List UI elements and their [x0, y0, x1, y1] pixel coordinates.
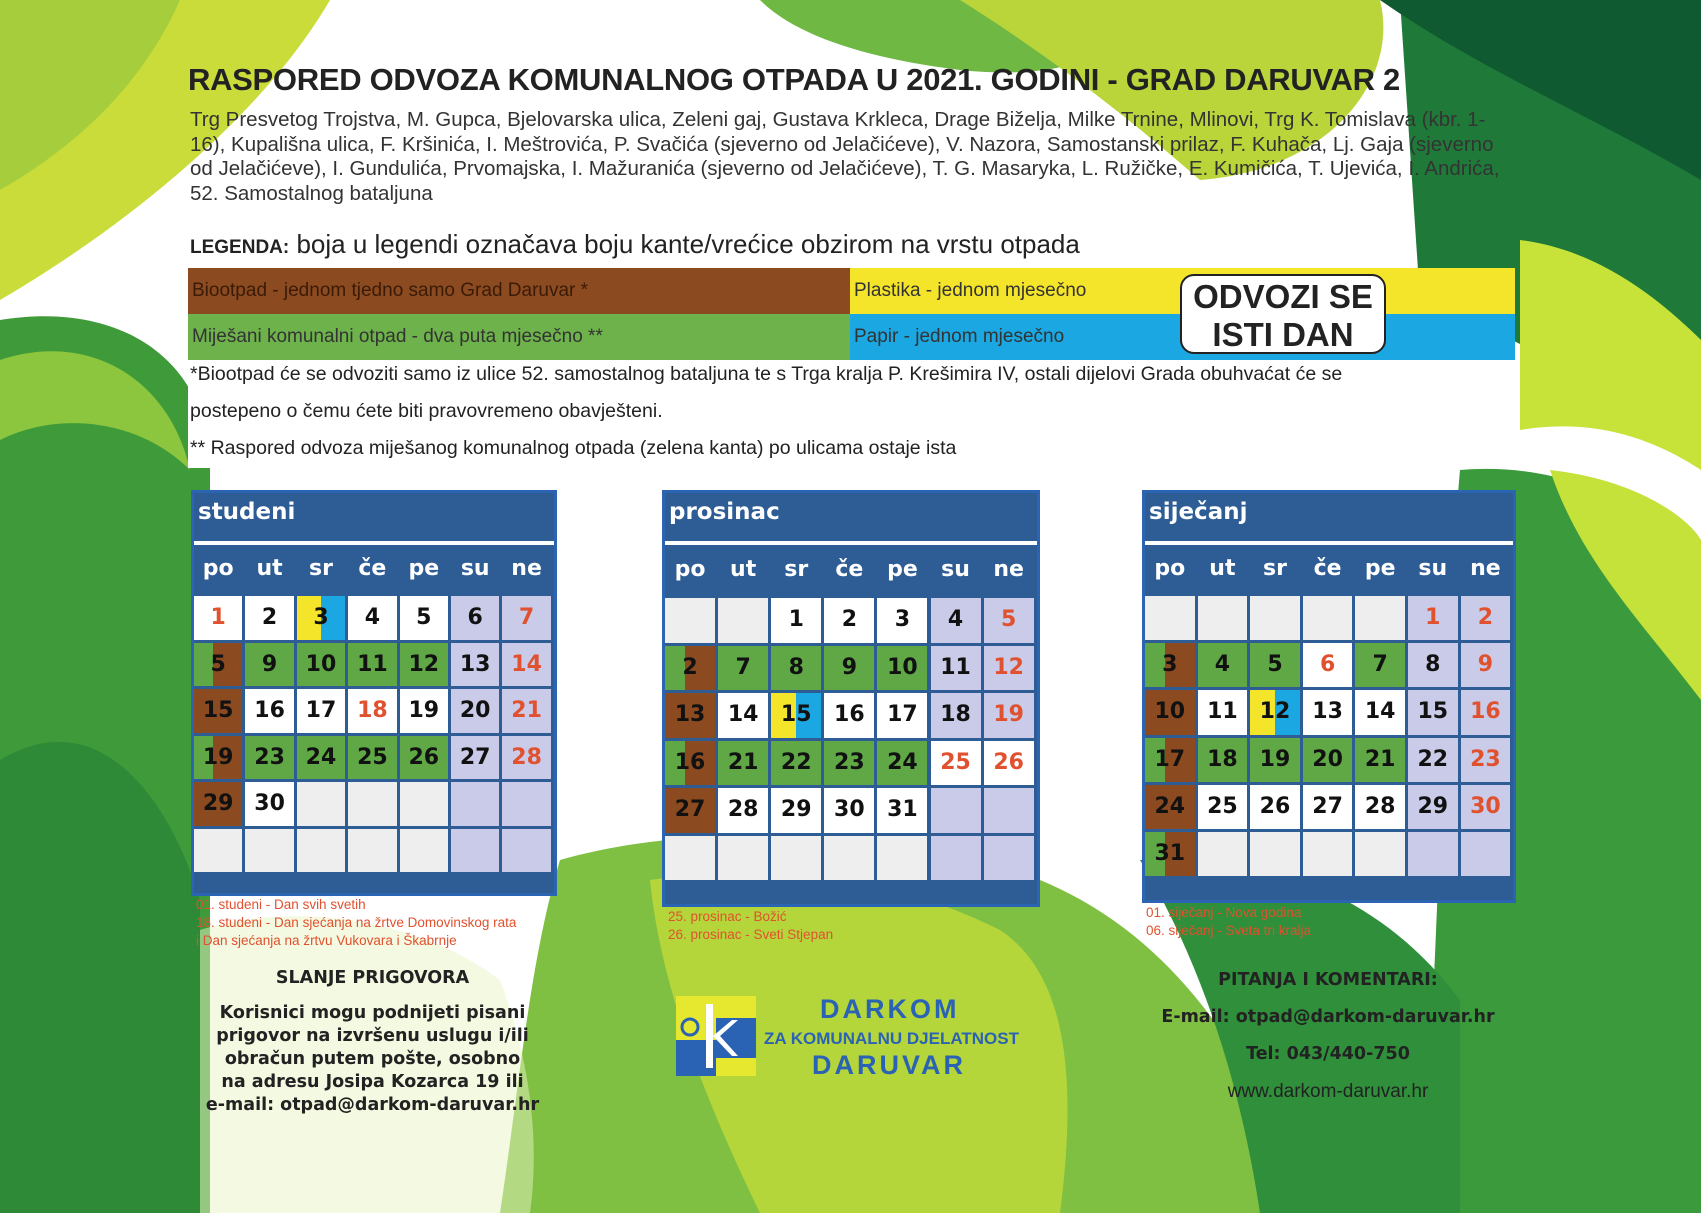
- day-cell: 12: [1250, 690, 1300, 734]
- weekday-header: če: [1313, 556, 1342, 581]
- holiday-note: 01. studeni - Dan svih svetih: [196, 897, 366, 912]
- day-cell: 12: [984, 646, 1034, 691]
- legend-description: boja u legendi označava boju kante/vrećice obzirom na vrstu otpada: [296, 229, 1080, 259]
- weekday-header: ne: [993, 557, 1024, 582]
- day-cell: 23: [245, 736, 293, 780]
- weekday-header: pe: [408, 556, 440, 581]
- day-cell: 15: [194, 689, 242, 733]
- day-cell: 27: [451, 736, 499, 780]
- questions-heading: PITANJA I KOMENTARI:: [1218, 970, 1438, 990]
- weekday-header: su: [460, 556, 490, 581]
- day-cell: 5: [194, 643, 242, 687]
- day-cell: 2: [824, 598, 874, 643]
- complaints-email: e-mail: otpad@darkom-daruvar.hr: [205, 1095, 540, 1115]
- logo-name: DARKOM: [820, 994, 960, 1024]
- month-name: studeni: [198, 499, 296, 525]
- day-cell: 7: [502, 596, 550, 640]
- calendar-sijecanj: [1142, 490, 1516, 903]
- day-cell: 28: [502, 736, 550, 780]
- page-title: RASPORED ODVOZA KOMUNALNOG OTPADA U 2021. GODINI - GRAD DARUVAR 2: [188, 62, 1400, 97]
- empty-cell: [984, 788, 1034, 833]
- day-cell: 5: [1250, 643, 1300, 687]
- same-day-badge: [1180, 274, 1386, 354]
- complaints-line: obračun putem pošte, osobno: [224, 1049, 521, 1069]
- empty-cell: [1250, 832, 1300, 876]
- weekday-header: ut: [1209, 556, 1236, 581]
- day-cell: 16: [1461, 690, 1511, 734]
- empty-cell: [194, 829, 242, 873]
- day-cell: 5: [400, 596, 448, 640]
- weekday-header: sr: [1263, 556, 1287, 581]
- day-cell: 3: [297, 596, 345, 640]
- empty-cell: [718, 598, 768, 643]
- holiday-note: 18. studeni - Dan sjećanja na žrtve Domovinskog rata: [196, 915, 517, 930]
- day-cell: 11: [1198, 690, 1248, 734]
- day-cell: 19: [1250, 738, 1300, 782]
- day-cell: 27: [665, 788, 715, 833]
- day-cell: 6: [451, 596, 499, 640]
- day-cell: 24: [297, 736, 345, 780]
- badge-line-2: ISTI DAN: [1212, 316, 1354, 353]
- day-cell: 8: [771, 646, 821, 691]
- empty-cell: [1461, 832, 1511, 876]
- logo-city: DARUVAR: [812, 1050, 966, 1080]
- day-cell: 26: [1250, 785, 1300, 829]
- day-cell: 25: [348, 736, 396, 780]
- footnote-2: postepeno o čemu ćete biti pravovremeno obavješteni.: [190, 400, 663, 422]
- day-cell: 24: [1145, 785, 1195, 829]
- questions-section: [1128, 970, 1528, 1118]
- calendar-prosinac: [662, 490, 1040, 907]
- day-cell: 29: [1408, 785, 1458, 829]
- day-cell: 17: [1145, 738, 1195, 782]
- weekday-header: ut: [730, 557, 757, 582]
- day-cell: 14: [1355, 690, 1405, 734]
- weekday-header: pe: [887, 557, 918, 582]
- day-cell: 27: [1303, 785, 1353, 829]
- day-cell: 17: [877, 693, 927, 738]
- street-list: Trg Presvetog Trojstva, M. Gupca, Bjelovarska ulica, Zeleni gaj, Gustava Krkleca, Drage Biželja, Milke Trnine, Mlinovi, Trg K. Tomislava (kbr. 1-16), Kupališna ulica, F. Kršinića, I. Meštrovića, P. Svačića (sjeverno od Jelačićeve), V. Nazora, Samostanski prilaz, F. Kuhača, Lj. Gaja (sjeverno od Jelačićeve), I. Gundulića, Prvomajska, I. Mažuranića (sjeverno od Jelačićeve), T. G. Masaryka, L. Ružičke, E. Kumičića, T. Ujevića, I. Andrića, 52. Samostalnog bataljuna: [190, 108, 1500, 205]
- day-cell: 31: [1145, 832, 1195, 876]
- empty-cell: [984, 836, 1034, 881]
- day-cell: 6: [1303, 643, 1353, 687]
- day-cell: 11: [348, 643, 396, 687]
- calendar-studeni: [191, 490, 557, 896]
- empty-cell: [1303, 832, 1353, 876]
- badge-line-1: ODVOZI SE: [1193, 278, 1373, 315]
- weekday-header: ne: [1470, 556, 1501, 581]
- day-cell: 21: [718, 741, 768, 786]
- day-cell: 16: [665, 741, 715, 786]
- empty-cell: [1198, 832, 1248, 876]
- day-cell: 2: [665, 646, 715, 691]
- day-cell: 11: [931, 646, 981, 691]
- empty-cell: [400, 829, 448, 873]
- weekday-header: ne: [511, 556, 542, 581]
- day-cell: 15: [771, 693, 821, 738]
- day-cell: 30: [245, 782, 293, 826]
- weekday-header: sr: [784, 557, 809, 582]
- day-cell: 23: [824, 741, 874, 786]
- empty-cell: [297, 829, 345, 873]
- day-cell: 25: [931, 741, 981, 786]
- day-cell: 19: [400, 689, 448, 733]
- weekday-header: su: [941, 557, 970, 582]
- day-cell: 2: [1461, 596, 1511, 640]
- day-cell: 18: [1198, 738, 1248, 782]
- day-cell: 4: [348, 596, 396, 640]
- complaints-line: Korisnici mogu podnijeti pisani: [219, 1003, 526, 1023]
- day-cell: 5: [984, 598, 1034, 643]
- day-cell: 4: [931, 598, 981, 643]
- complaints-section: [180, 968, 565, 1117]
- day-cell: 23: [1461, 738, 1511, 782]
- day-cell: 13: [451, 643, 499, 687]
- weekday-header: pe: [1364, 556, 1396, 581]
- day-cell: 16: [245, 689, 293, 733]
- weekday-header: po: [674, 557, 706, 582]
- empty-cell: [771, 836, 821, 881]
- legend-mijesani: Miješani komunalni otpad - dva puta mjesečno **: [188, 314, 850, 360]
- contact-phone: Tel: 043/440-750: [1246, 1044, 1410, 1064]
- weekday-header: sr: [309, 556, 333, 581]
- month-name: siječanj: [1149, 499, 1248, 525]
- day-cell: 22: [1408, 738, 1458, 782]
- day-cell: 28: [718, 788, 768, 833]
- contact-email[interactable]: E-mail: otpad@darkom-daruvar.hr: [1161, 1007, 1495, 1027]
- holiday-note: 25. prosinac - Božić: [668, 909, 787, 924]
- empty-cell: [1250, 596, 1300, 640]
- day-cell: 14: [718, 693, 768, 738]
- day-cell: 3: [877, 598, 927, 643]
- holiday-note: 06. siječanj - Sveta tri kralja: [1146, 923, 1312, 938]
- day-cell: 13: [665, 693, 715, 738]
- weekday-header: če: [358, 556, 387, 581]
- day-cell: 9: [245, 643, 293, 687]
- empty-cell: [348, 782, 396, 826]
- day-cell: 1: [194, 596, 242, 640]
- empty-cell: [502, 829, 550, 873]
- day-cell: 1: [771, 598, 821, 643]
- weekday-header: po: [202, 556, 234, 581]
- empty-cell: [400, 782, 448, 826]
- complaints-heading: SLANJE PRIGOVORA: [275, 968, 470, 988]
- day-cell: 4: [1198, 643, 1248, 687]
- day-cell: 26: [400, 736, 448, 780]
- empty-cell: [877, 836, 927, 881]
- logo-subtitle: ZA KOMUNALNU DJELATNOST: [764, 1029, 1019, 1048]
- holiday-note: 01. siječanj - Nova godina: [1146, 905, 1302, 920]
- empty-cell: [1303, 596, 1353, 640]
- holidays-studeni: [196, 896, 516, 950]
- empty-cell: [451, 829, 499, 873]
- footnote-1: *Biootpad će se odvoziti samo iz ulice 52. samostalnog bataljuna te s Trga kralja P. Krešimira IV, ostali dijelovi Grada obuhvaćat će se: [190, 363, 1343, 385]
- day-cell: 15: [1408, 690, 1458, 734]
- day-cell: 3: [1145, 643, 1195, 687]
- legend-papir: Papir - jednom mjesečno: [850, 314, 1515, 360]
- weekday-header: če: [835, 557, 864, 582]
- day-cell: 13: [1303, 690, 1353, 734]
- day-cell: 30: [1461, 785, 1511, 829]
- day-cell: 21: [1355, 738, 1405, 782]
- day-cell: 9: [824, 646, 874, 691]
- weekday-header: su: [1418, 556, 1448, 581]
- day-cell: 20: [1303, 738, 1353, 782]
- day-cell: 10: [877, 646, 927, 691]
- day-cell: 20: [451, 689, 499, 733]
- day-cell: 26: [984, 741, 1034, 786]
- empty-cell: [348, 829, 396, 873]
- day-cell: 7: [718, 646, 768, 691]
- empty-cell: [665, 598, 715, 643]
- day-cell: 25: [1198, 785, 1248, 829]
- empty-cell: [245, 829, 293, 873]
- day-cell: 31: [877, 788, 927, 833]
- weekday-header: ut: [256, 556, 283, 581]
- day-cell: 28: [1355, 785, 1405, 829]
- complaints-line: prigovor na izvršenu uslugu i/ili: [216, 1026, 529, 1046]
- day-cell: 12: [400, 643, 448, 687]
- empty-cell: [451, 782, 499, 826]
- day-cell: 10: [297, 643, 345, 687]
- day-cell: 18: [348, 689, 396, 733]
- day-cell: 8: [1408, 643, 1458, 687]
- day-cell: 24: [877, 741, 927, 786]
- holiday-note: i Dan sjećanja na žrtvu Vukovara i Škabrnje: [196, 933, 457, 948]
- empty-cell: [1408, 832, 1458, 876]
- day-cell: 7: [1355, 643, 1405, 687]
- empty-cell: [502, 782, 550, 826]
- weekday-header: po: [1154, 556, 1186, 581]
- legend-label: LEGENDA:: [190, 237, 290, 258]
- empty-cell: [1145, 596, 1195, 640]
- day-cell: 18: [931, 693, 981, 738]
- empty-cell: [1355, 832, 1405, 876]
- day-cell: 1: [1408, 596, 1458, 640]
- legend-plastika: Plastika - jednom mjesečno: [850, 268, 1515, 314]
- day-cell: 29: [771, 788, 821, 833]
- holidays-prosinac: [668, 908, 833, 944]
- complaints-line: na adresu Josipa Kozarca 19 ili: [221, 1072, 524, 1092]
- legend-heading: [190, 229, 1080, 260]
- empty-cell: [297, 782, 345, 826]
- empty-cell: [665, 836, 715, 881]
- day-cell: 16: [824, 693, 874, 738]
- legend-biootpad: Biootpad - jednom tjedno samo Grad Daruvar *: [188, 268, 850, 314]
- day-cell: 17: [297, 689, 345, 733]
- empty-cell: [931, 836, 981, 881]
- day-cell: 19: [984, 693, 1034, 738]
- day-cell: 21: [502, 689, 550, 733]
- day-cell: 29: [194, 782, 242, 826]
- footnotes: [188, 360, 1515, 468]
- empty-cell: [1198, 596, 1248, 640]
- empty-cell: [718, 836, 768, 881]
- holidays-sijecanj: [1146, 904, 1311, 940]
- day-cell: 22: [771, 741, 821, 786]
- day-cell: 30: [824, 788, 874, 833]
- day-cell: 9: [1461, 643, 1511, 687]
- empty-cell: [1355, 596, 1405, 640]
- day-cell: 10: [1145, 690, 1195, 734]
- empty-cell: [824, 836, 874, 881]
- day-cell: 19: [194, 736, 242, 780]
- empty-cell: [931, 788, 981, 833]
- darkom-logo-icon: [676, 996, 756, 1076]
- day-cell: 2: [245, 596, 293, 640]
- month-name: prosinac: [669, 499, 780, 525]
- day-cell: 14: [502, 643, 550, 687]
- website-link[interactable]: www.darkom-daruvar.hr: [1227, 1081, 1429, 1102]
- holiday-note: 26. prosinac - Sveti Stjepan: [668, 927, 834, 942]
- footnote-3: ** Raspored odvoza miješanog komunalnog otpada (zelena kanta) po ulicama ostaje ista: [190, 437, 957, 459]
